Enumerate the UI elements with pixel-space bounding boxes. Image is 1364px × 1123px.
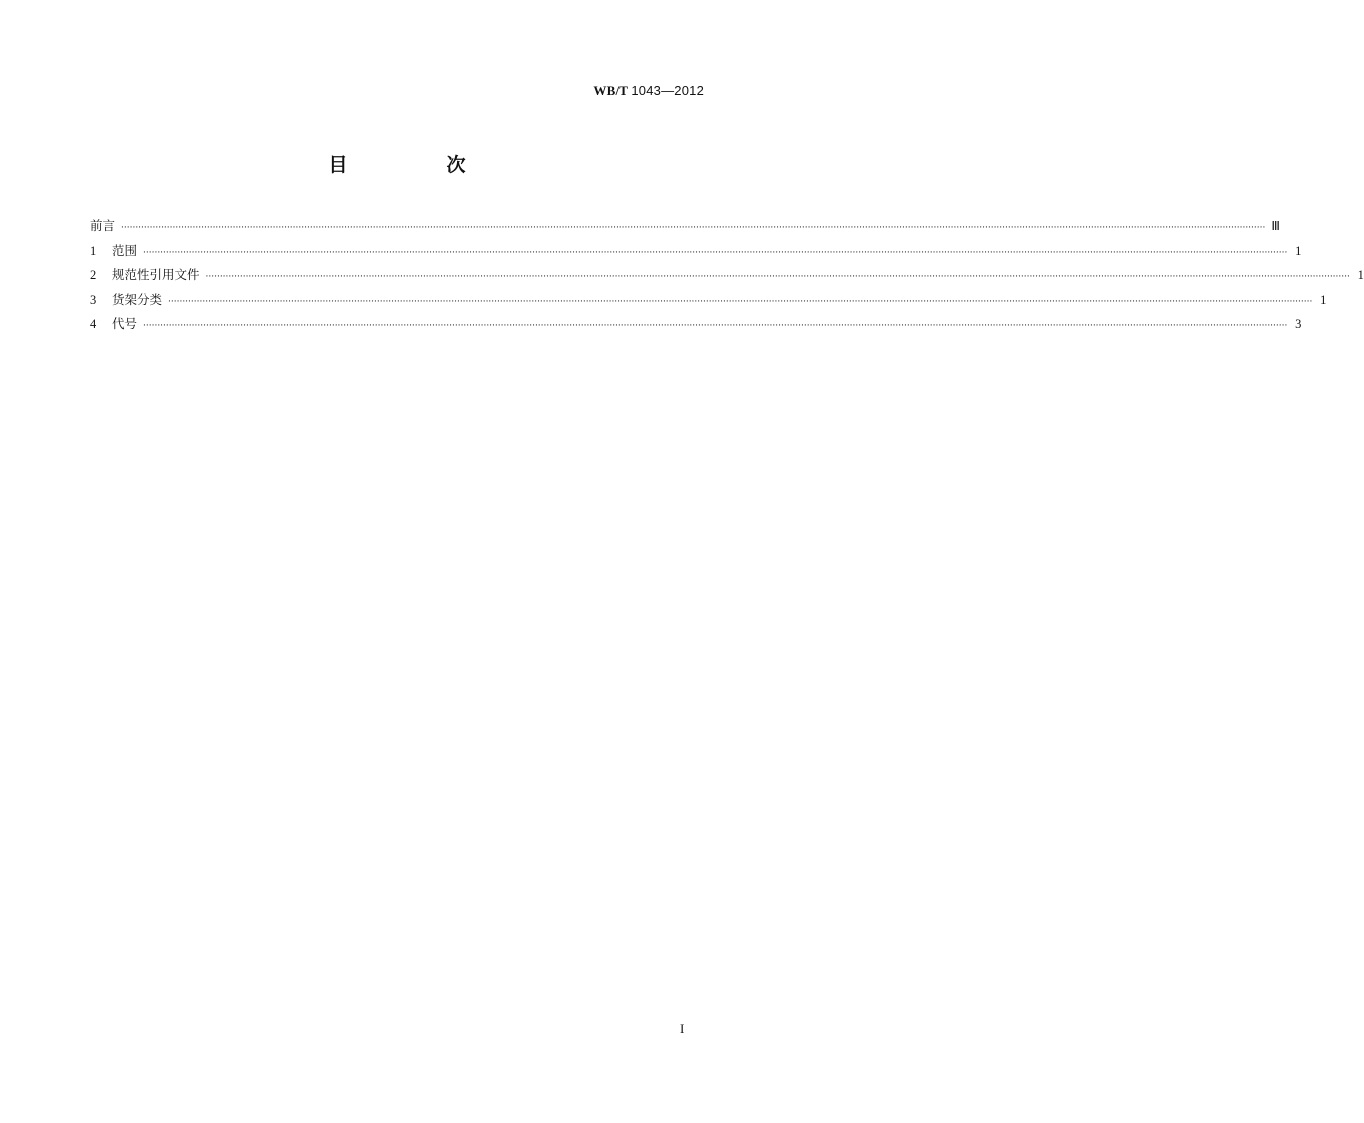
table-of-contents — [90, 214, 1364, 337]
toc-dot-leader: ················································································································································································································································································································································································································ — [168, 296, 1313, 307]
toc-entry-page: 3 — [1295, 317, 1302, 332]
toc-entry-page: Ⅲ — [1271, 219, 1280, 233]
toc-entry-label: 前言 — [90, 218, 116, 233]
standard-code-prefix: WB/T — [593, 83, 628, 98]
toc-entry-foreword[interactable] — [90, 214, 1280, 239]
toc-dot-leader: ················································································································································································································································································································································································································ — [205, 272, 1350, 283]
toc-entry-codes[interactable] — [90, 312, 1302, 337]
toc-entry-number: 3 — [90, 292, 97, 307]
toc-dot-leader: ················································································································································································································································································································································································································ — [143, 247, 1288, 258]
toc-entry-normative-references[interactable] — [90, 263, 1364, 288]
toc-dot-leader: ················································································································································································································································································································································································································ — [121, 223, 1266, 233]
toc-entry-page: 1 — [1320, 292, 1327, 307]
page-number: I — [680, 1021, 685, 1036]
toc-entry-rack-classification[interactable] — [90, 288, 1327, 313]
toc-entry-number: 1 — [90, 243, 97, 258]
toc-entry-page: 1 — [1295, 243, 1302, 258]
toc-entry-label: 代号 — [112, 316, 138, 332]
standard-code-number: 1043—2012 — [631, 83, 704, 98]
toc-entry-label: 货架分类 — [112, 291, 163, 307]
toc-entry-page: 1 — [1357, 268, 1364, 283]
toc-entry-scope[interactable] — [90, 239, 1302, 264]
toc-dot-leader: ················································································································································································································································································································································································································ — [143, 321, 1288, 332]
toc-entry-label: 规范性引用文件 — [112, 267, 200, 283]
toc-entry-number: 4 — [90, 317, 97, 332]
toc-entry-number: 2 — [90, 268, 97, 283]
standard-code — [593, 83, 704, 99]
page-title: 目 次 — [328, 154, 506, 176]
toc-entry-label: 范围 — [112, 242, 138, 258]
